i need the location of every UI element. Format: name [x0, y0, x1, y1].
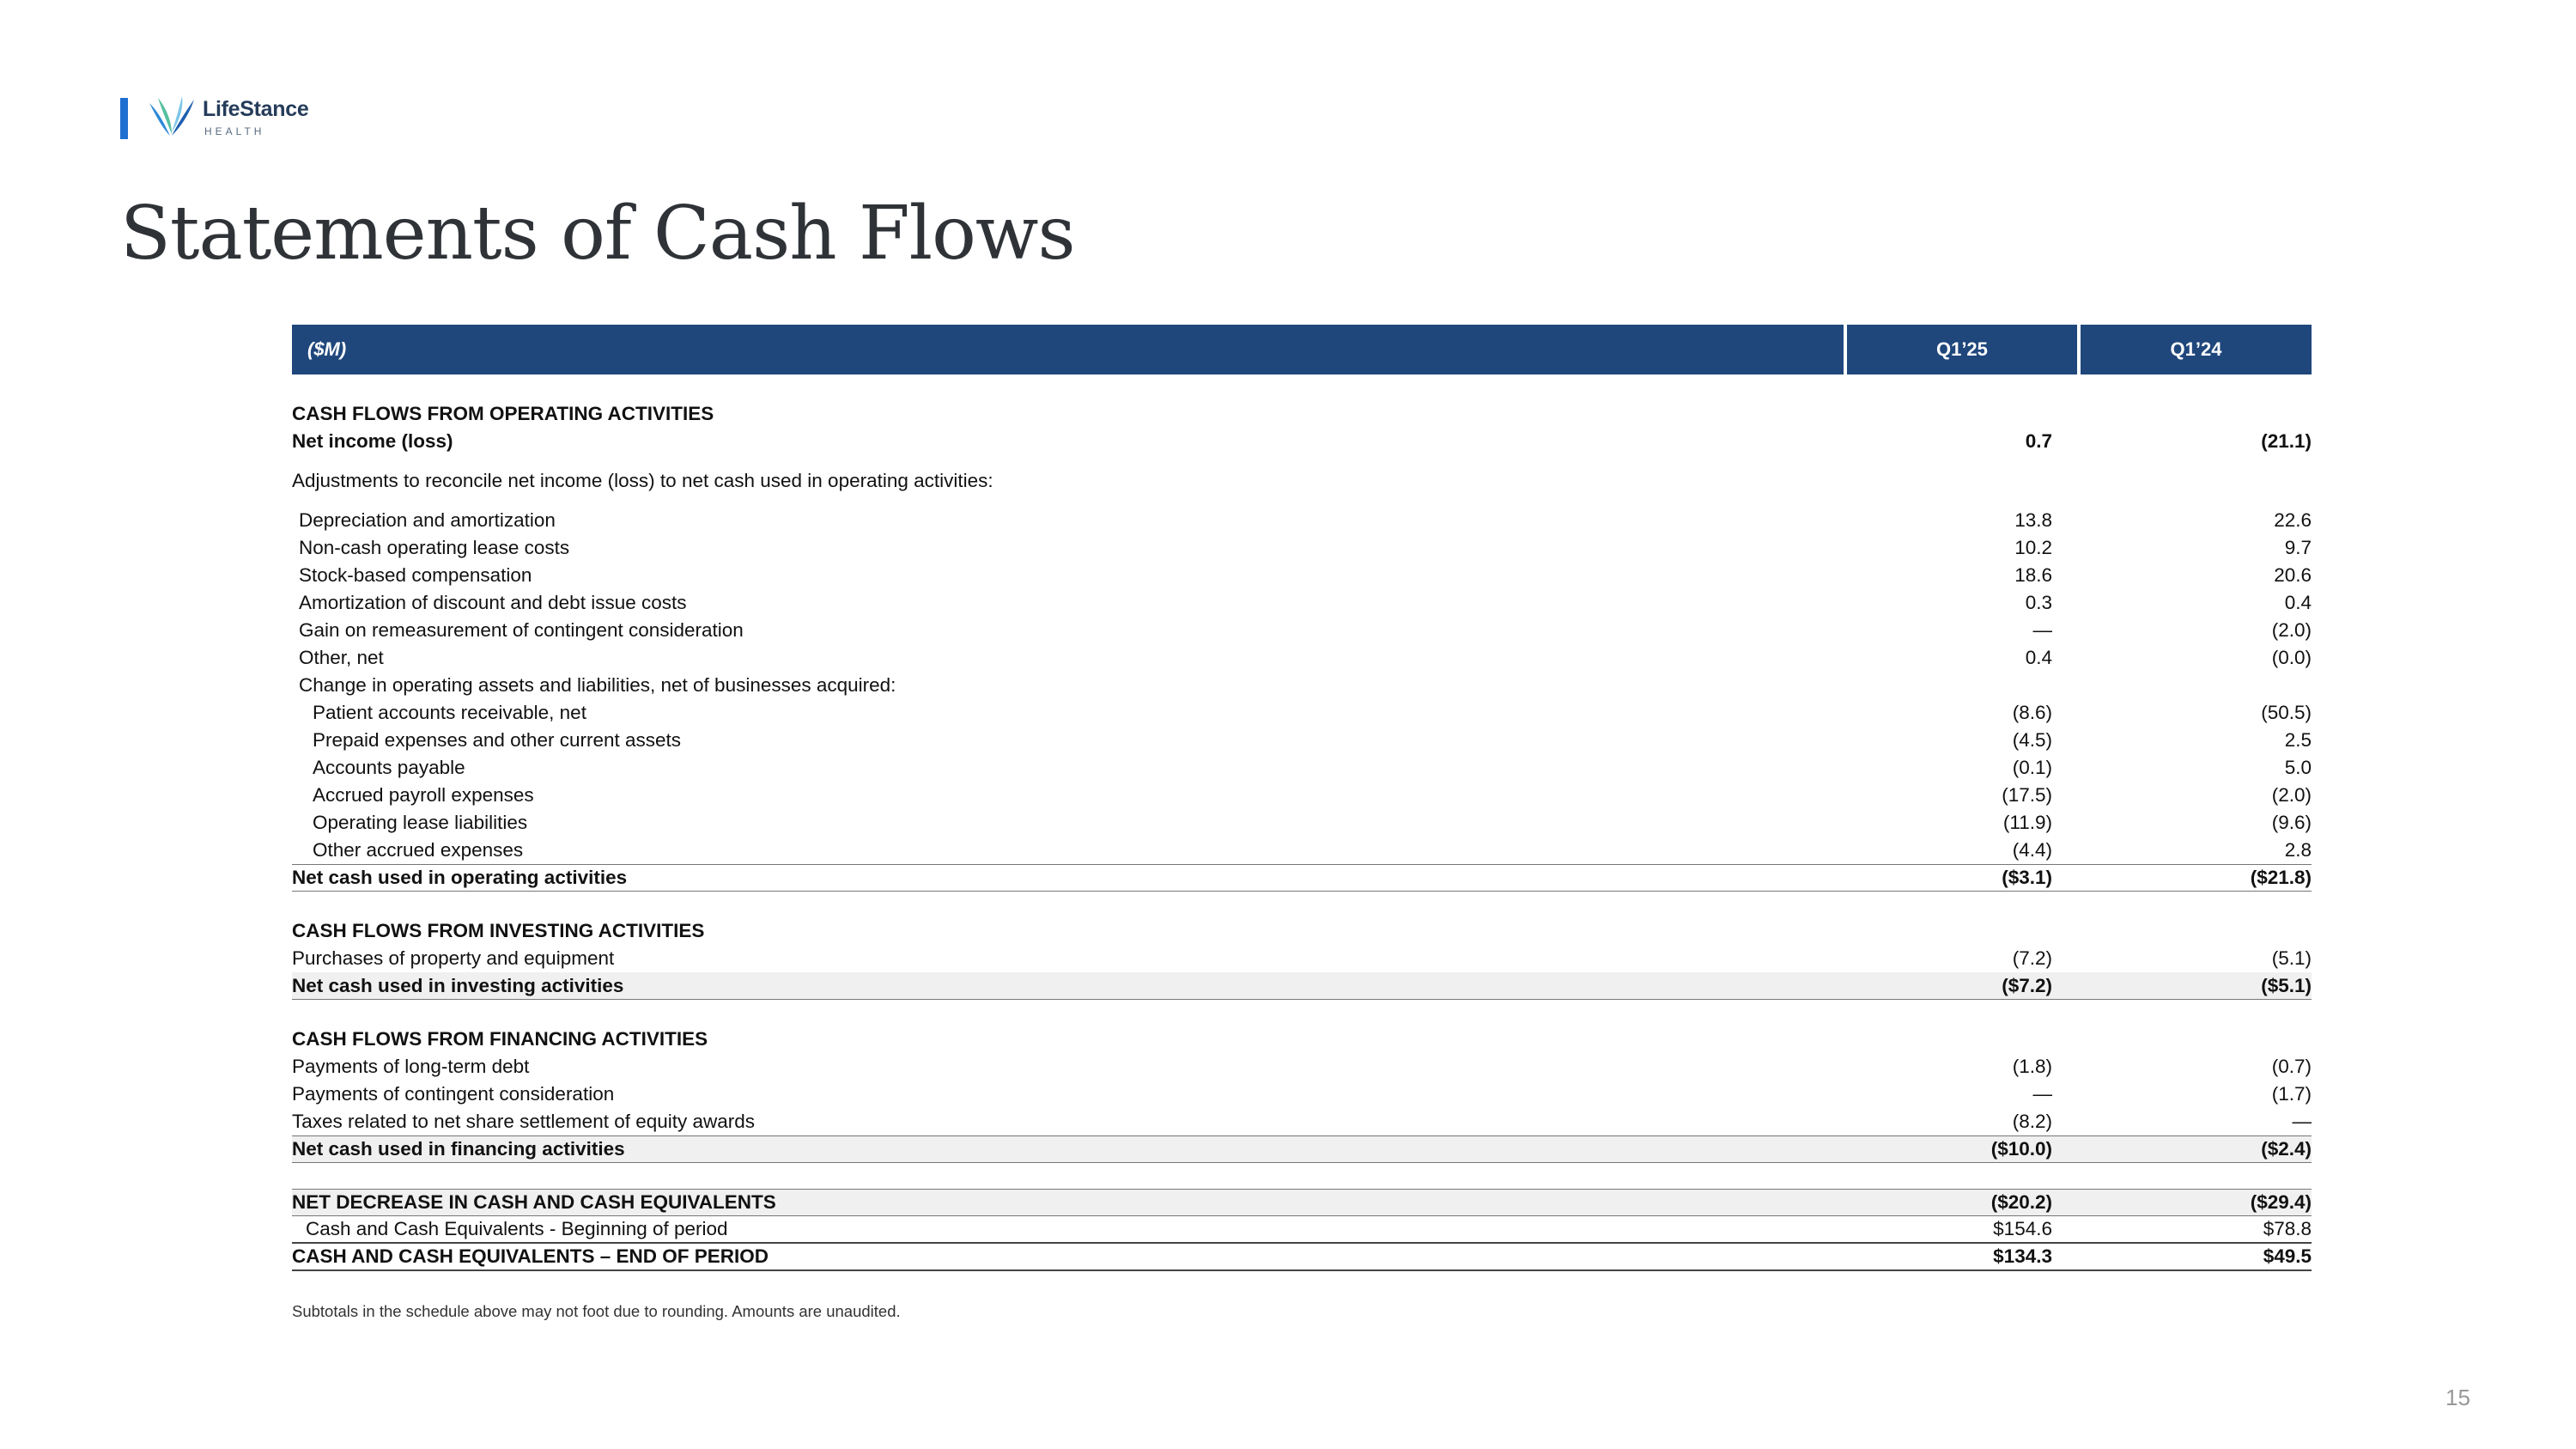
row-value-q1-24: (2.0) [2271, 619, 2312, 641]
table-row [292, 754, 2312, 782]
row-value-q1-24: (0.7) [2271, 1056, 2312, 1077]
row-value-q1-24: (5.1) [2271, 947, 2312, 969]
row-label: CASH FLOWS FROM FINANCING ACTIVITIES [292, 1028, 708, 1050]
row-value-q1-25: 18.6 [2014, 564, 2052, 586]
row-label: Taxes related to net share settlement of equity awards [292, 1111, 756, 1132]
row-value-q1-25: — [2032, 1083, 2052, 1105]
logo-accent-bar [120, 98, 128, 139]
row-label: Depreciation and amortization [299, 509, 556, 531]
table-row [292, 782, 2312, 809]
row-value-q1-24: 22.6 [2274, 509, 2312, 531]
row-label: Net cash used in financing activities [292, 1138, 625, 1160]
table-row [292, 672, 2312, 699]
beginning-cash-row [292, 1216, 2312, 1244]
row-label: Accrued payroll expenses [313, 784, 534, 806]
row-value-q1-24: $78.8 [2263, 1218, 2312, 1239]
row-value-q1-25: 13.8 [2014, 509, 2052, 531]
row-label: Amortization of discount and debt issue costs [299, 592, 687, 613]
row-label: Gain on remeasurement of contingent consideration [299, 619, 744, 641]
header-q1-2025: Q1’25 [1847, 325, 2077, 374]
row-value-q1-25: 0.7 [2025, 430, 2052, 452]
row-value-q1-24: ($29.4) [2250, 1191, 2312, 1213]
row-value-q1-25: (4.4) [2012, 839, 2052, 861]
row-value-q1-25: ($10.0) [1990, 1138, 2052, 1160]
table-row [292, 1108, 2312, 1135]
row-label: Patient accounts receivable, net [313, 702, 586, 723]
row-label: Net income (loss) [292, 430, 453, 452]
row-label: CASH FLOWS FROM OPERATING ACTIVITIES [292, 403, 714, 424]
row-value-q1-25: ($7.2) [2002, 974, 2052, 996]
row-value-q1-24: (50.5) [2261, 702, 2312, 723]
row-label: Prepaid expenses and other current assets [313, 729, 682, 751]
cash-flow-table [292, 325, 2312, 1271]
logo-sub-text: HEALTH [204, 125, 265, 137]
row-value-q1-25: 0.3 [2025, 592, 2052, 613]
row-value-q1-25: (8.6) [2012, 702, 2052, 723]
row-label: Cash and Cash Equivalents - Beginning of period [306, 1218, 728, 1239]
table-row [292, 562, 2312, 589]
page-number: 15 [2445, 1385, 2470, 1410]
table-row [292, 507, 2312, 534]
row-label: Payments of contingent consideration [292, 1083, 615, 1105]
subtotal-row-operating [292, 864, 2312, 892]
row-value-q1-24: — [2292, 1111, 2312, 1132]
row-value-q1-24: 2.8 [2284, 839, 2312, 861]
row-value-q1-24: (21.1) [2261, 430, 2312, 452]
row-value-q1-25: $154.6 [1993, 1218, 2052, 1239]
row-value-q1-24: (2.0) [2271, 784, 2312, 806]
row-value-q1-25: 10.2 [2014, 537, 2052, 558]
row-value-q1-25: (1.8) [2012, 1056, 2052, 1077]
row-value-q1-24: 20.6 [2274, 564, 2312, 586]
row-value-q1-24: ($2.4) [2261, 1138, 2312, 1160]
logo-mark-icon [144, 91, 199, 139]
row-label: NET DECREASE IN CASH AND CASH EQUIVALENTS [292, 1191, 776, 1213]
section-heading-financing [292, 1026, 2312, 1053]
subtotal-row-financing [292, 1135, 2312, 1163]
net-decrease-row [292, 1189, 2312, 1216]
footnote: Subtotals in the schedule above may not foot due to rounding. Amounts are unaudited. [292, 1302, 901, 1320]
table-row [292, 1053, 2312, 1081]
table-row [292, 699, 2312, 727]
row-label: Payments of long-term debt [292, 1056, 530, 1077]
table-row [292, 1081, 2312, 1108]
section-heading-operating [292, 400, 2312, 428]
page-title: Statements of Cash Flows [120, 191, 1075, 277]
table-header [292, 325, 2312, 374]
row-value-q1-24: ($5.1) [2261, 974, 2312, 996]
row-value-q1-25: (17.5) [2002, 784, 2052, 806]
row-label: Net cash used in investing activities [292, 974, 624, 996]
table-row [292, 727, 2312, 754]
table-row [292, 534, 2312, 562]
row-value-q1-25: ($20.2) [1990, 1191, 2052, 1213]
table-row [292, 428, 2312, 455]
row-label: CASH AND CASH EQUIVALENTS – END OF PERIOD [292, 1245, 769, 1267]
row-label: Other accrued expenses [313, 839, 524, 861]
row-value-q1-25: (7.2) [2012, 947, 2052, 969]
subtotal-row-investing [292, 972, 2312, 1000]
header-q1-2024: Q1’24 [2081, 325, 2312, 374]
row-value-q1-25: — [2032, 619, 2052, 641]
row-label: Adjustments to reconcile net income (loss) to net cash used in operating activities: [292, 470, 993, 491]
row-value-q1-24: 9.7 [2284, 537, 2312, 558]
row-value-q1-25: (11.9) [2002, 812, 2052, 833]
table-row [292, 617, 2312, 644]
row-value-q1-25: (4.5) [2012, 729, 2052, 751]
row-value-q1-24: ($21.8) [2250, 867, 2312, 888]
table-row [292, 837, 2312, 864]
row-value-q1-24: $49.5 [2263, 1245, 2312, 1267]
row-label: Net cash used in operating activities [292, 867, 628, 888]
table-row [292, 644, 2312, 672]
row-label: Stock-based compensation [299, 564, 532, 586]
header-units: ($M) [292, 325, 1844, 374]
table-row [292, 809, 2312, 837]
row-value-q1-24: 0.4 [2284, 592, 2312, 613]
row-value-q1-24: 5.0 [2284, 757, 2312, 778]
row-value-q1-25: $134.3 [1993, 1245, 2052, 1267]
row-label: CASH FLOWS FROM INVESTING ACTIVITIES [292, 920, 705, 941]
table-row [292, 467, 2312, 495]
company-logo [120, 91, 343, 143]
row-value-q1-24: 2.5 [2284, 729, 2312, 751]
row-label: Change in operating assets and liabilities, net of businesses acquired: [299, 674, 896, 696]
row-label: Other, net [299, 647, 384, 668]
row-value-q1-25: 0.4 [2025, 647, 2052, 668]
ending-cash-row [292, 1244, 2312, 1271]
row-value-q1-24: (0.0) [2271, 647, 2312, 668]
row-label: Accounts payable [313, 757, 465, 778]
row-label: Non-cash operating lease costs [299, 537, 570, 558]
row-value-q1-24: (9.6) [2271, 812, 2312, 833]
section-heading-investing [292, 917, 2312, 945]
row-label: Operating lease liabilities [313, 812, 528, 833]
logo-brand-text: LifeStance [203, 97, 309, 121]
row-value-q1-25: (0.1) [2012, 757, 2052, 778]
row-label: Purchases of property and equipment [292, 947, 615, 969]
table-row [292, 945, 2312, 972]
row-value-q1-24: (1.7) [2271, 1083, 2312, 1105]
row-value-q1-25: (8.2) [2012, 1111, 2052, 1132]
row-value-q1-25: ($3.1) [2002, 867, 2052, 888]
table-row [292, 589, 2312, 617]
